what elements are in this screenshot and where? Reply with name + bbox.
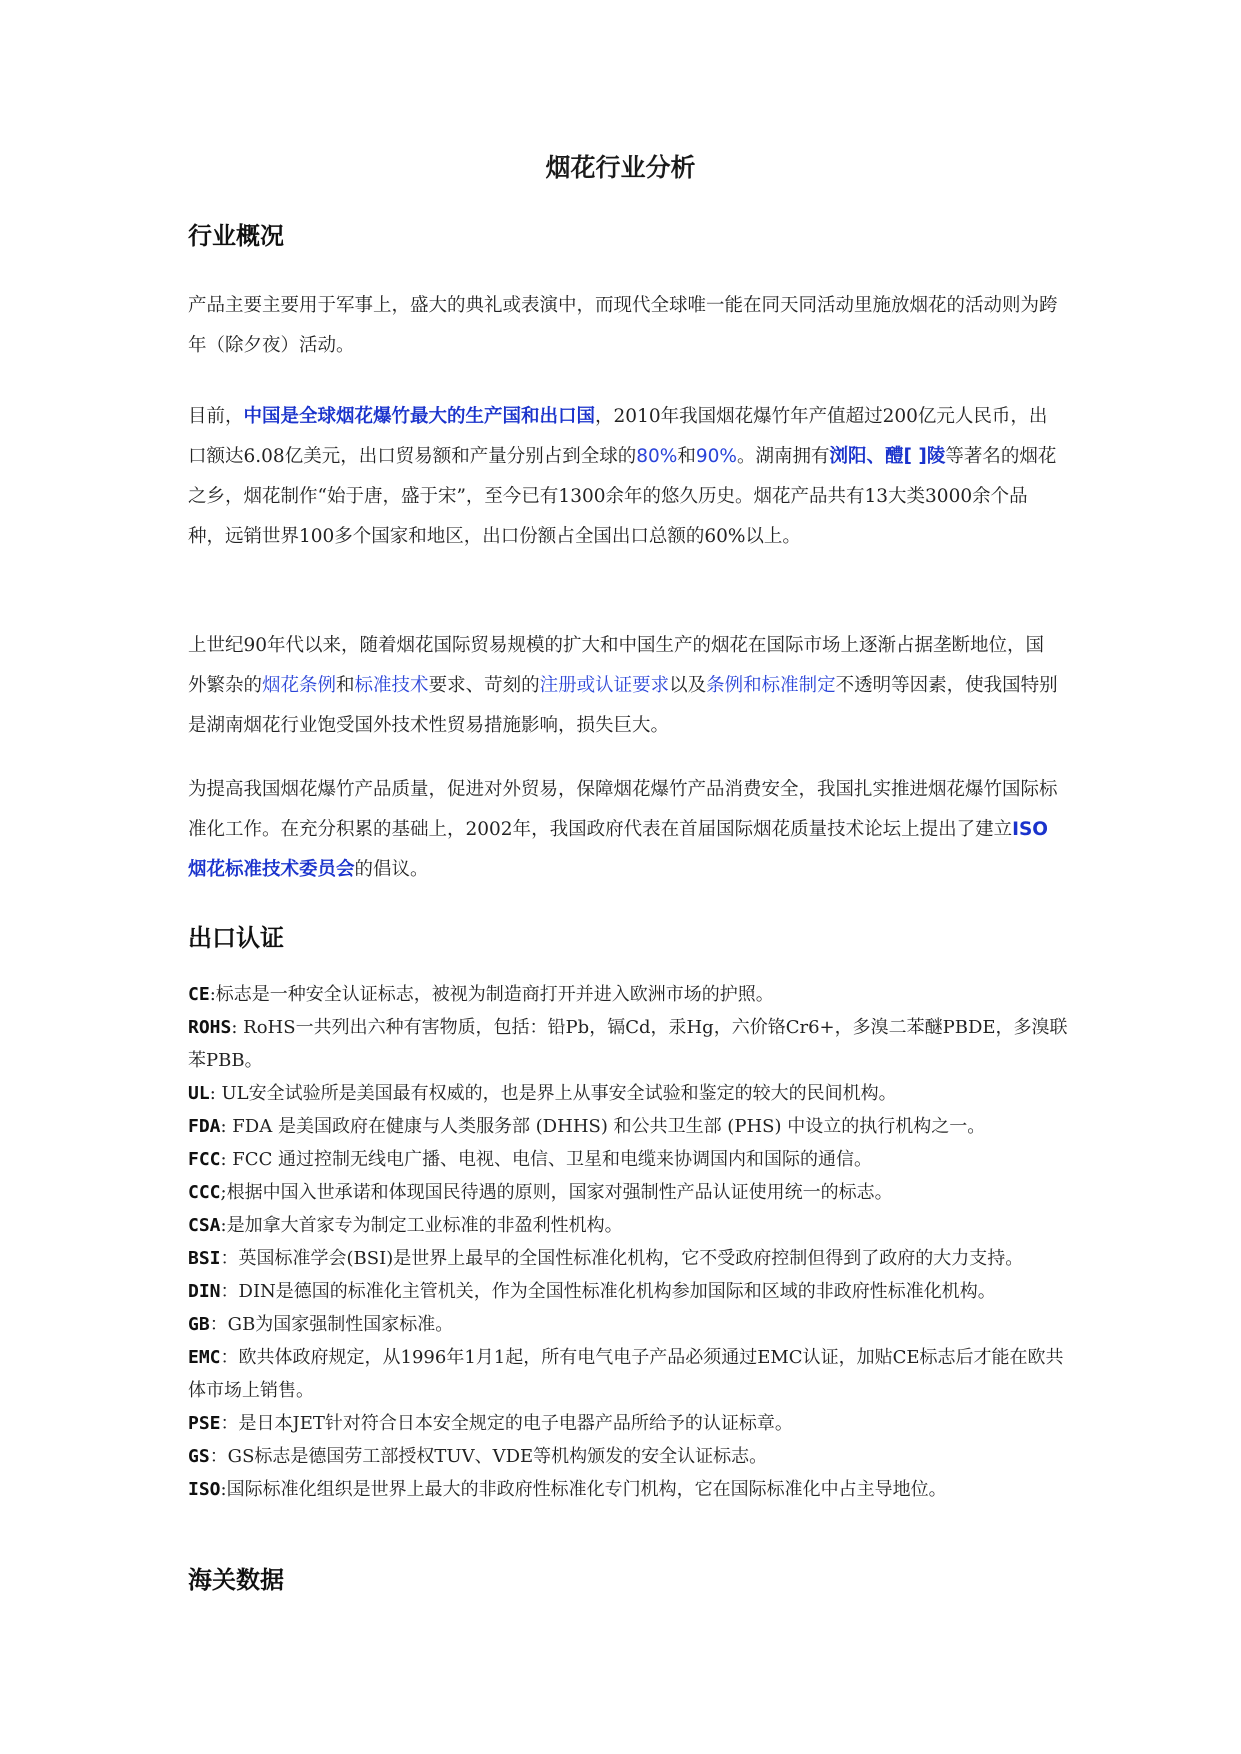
paragraph-standardization <box>188 770 1058 890</box>
paragraph-trade-barriers <box>188 626 1058 746</box>
cert-key: ISO <box>188 1479 221 1500</box>
cert-key: CE <box>188 984 210 1005</box>
cert-item-ccc <box>188 1176 1068 1209</box>
text-run: ，2010年我国烟花爆竹年产值超过200亿元人民币，出口额达6.08亿美元，出口贸易额和产量分别占到全球的 <box>188 406 1048 467</box>
cert-key: FCC <box>188 1149 221 1170</box>
highlight-link-liuyang-liling[interactable]: 浏阳、醴[ ]陵 <box>829 446 946 467</box>
cert-desc: ;根据中国入世承诺和体现国民待遇的原则，国家对强制性产品认证使用统一的标志。 <box>220 1182 893 1203</box>
cert-item-rohs <box>188 1011 1068 1077</box>
text-run: 为提高我国烟花爆竹产品质量，促进对外贸易，保障烟花爆竹产品消费安全，我国扎实推进烟花爆竹国际标准化工作。在充分积累的基础上，2002年，我国政府代表在首届国际烟花质量技术论坛上提出了建立 <box>188 779 1058 840</box>
cert-item-ul <box>188 1077 1068 1110</box>
section-heading-customs: 海关数据 <box>188 1566 284 1594</box>
cert-item-fda <box>188 1110 1068 1143</box>
cert-key: DIN <box>188 1281 221 1302</box>
cert-key: EMC <box>188 1347 221 1368</box>
cert-item-din <box>188 1275 1068 1308</box>
cert-item-csa <box>188 1209 1068 1242</box>
highlight-link-china-largest[interactable]: 中国是全球烟花爆竹最大的生产国和出口国 <box>243 406 596 427</box>
highlight-link-90pct[interactable]: 90% <box>695 446 737 467</box>
cert-desc: :标志是一种安全认证标志，被视为制造商打开并进入欧洲市场的护照。 <box>209 984 774 1005</box>
cert-item-iso <box>188 1473 1068 1506</box>
cert-key: GS <box>188 1446 210 1467</box>
cert-key: BSI <box>188 1248 221 1269</box>
section-heading-export-cert: 出口认证 <box>188 924 284 952</box>
text-run: 等著名的烟花之乡，烟花制作“始于唐，盛于宋”，至今已有1300余年的悠久历史。烟花产品共有13大类3000余个品种，远销世界100多个国家和地区，出口份额占全国出口总额的60%以上。 <box>188 446 1057 547</box>
link-standard-technology[interactable]: 标准技术 <box>354 675 429 696</box>
cert-desc: ：欧共体政府规定，从1996年1月1起，所有电气电子产品必须通过EMC认证，加贴CE标志后才能在欧共体市场上销售。 <box>188 1347 1064 1401</box>
cert-item-gb <box>188 1308 1068 1341</box>
paragraph-china-production <box>188 397 1058 557</box>
text-run: 要求、苛刻的 <box>428 675 540 696</box>
cert-desc: :是加拿大首家专为制定工业标准的非盈利性机构。 <box>220 1215 623 1236</box>
text-run: 上世纪90年代以来，随着烟花国际贸易规模的扩大和中国生产的烟花在国际市场上逐渐占据垄断地位，国外繁杂的 <box>188 635 1045 696</box>
cert-desc: : FCC 通过控制无线电广播、电视、电信、卫星和电缆来协调国内和国际的通信。 <box>220 1149 873 1170</box>
cert-desc: : FDA 是美国政府在健康与人类服务部 (DHHS) 和公共卫生部 (PHS) 中设立的执行机构之一。 <box>220 1116 986 1137</box>
text-run: 的倡议。 <box>354 859 429 880</box>
cert-item-fcc <box>188 1143 1068 1176</box>
cert-item-gs <box>188 1440 1068 1473</box>
cert-desc: ：DIN是德国的标准化主管机关，作为全国性标准化机构参加国际和区域的非政府性标准化机构。 <box>220 1281 996 1302</box>
cert-key: UL <box>188 1083 210 1104</box>
cert-key: PSE <box>188 1413 221 1434</box>
cert-desc: : RoHS一共列出六种有害物质，包括：铅Pb，镉Cd，汞Hg，六价铬Cr6+，多溴二苯醚PBDE，多溴联苯PBB。 <box>188 1017 1068 1071</box>
certification-list <box>188 978 1068 1506</box>
cert-key: FDA <box>188 1116 221 1137</box>
cert-key: CCC <box>188 1182 221 1203</box>
highlight-link-80pct[interactable]: 80% <box>636 446 678 467</box>
link-regulation-standard-setting[interactable]: 条例和标准制定 <box>706 675 836 696</box>
link-fireworks-regulations[interactable]: 烟花条例 <box>262 675 337 696</box>
cert-item-ce <box>188 978 1068 1011</box>
text-run: 和 <box>677 446 696 467</box>
cert-desc: :国际标准化组织是世界上最大的非政府性标准化专门机构，它在国际标准化中占主导地位。 <box>220 1479 947 1500</box>
cert-desc: ：英国标准学会(BSI)是世界上最早的全国性标准化机构，它不受政府控制但得到了政府的大力支持。 <box>220 1248 1024 1269</box>
text-run: 不透明等因素，使我国特别是湖南烟花行业饱受国外技术性贸易措施影响，损失巨大。 <box>188 675 1058 736</box>
link-registration-certification[interactable]: 注册或认证要求 <box>539 675 670 696</box>
document-title: 烟花行业分析 <box>545 153 696 182</box>
paragraph-intro: 产品主要主要用于军事上，盛大的典礼或表演中，而现代全球唯一能在同天同活动里施放烟花的活动则为跨年（除夕夜）活动。 <box>188 295 1058 356</box>
text-run: 和 <box>336 675 355 696</box>
cert-item-bsi <box>188 1242 1068 1275</box>
link-iso-committee[interactable]: ISO烟花标准技术委员会 <box>188 819 1049 880</box>
cert-desc: ：GB为国家强制性国家标准。 <box>209 1314 454 1335</box>
cert-key: CSA <box>188 1215 221 1236</box>
section-heading-overview: 行业概况 <box>188 222 284 250</box>
cert-key: ROHS <box>188 1017 232 1038</box>
cert-item-emc <box>188 1341 1068 1407</box>
cert-desc: ：GS标志是德国劳工部授权TUV、VDE等机构颁发的安全认证标志。 <box>209 1446 768 1467</box>
cert-key: GB <box>188 1314 210 1335</box>
cert-item-pse <box>188 1407 1068 1440</box>
text-run: 目前， <box>188 406 244 427</box>
text-run: 。湖南拥有 <box>736 446 830 467</box>
cert-desc: ：是日本JET针对符合日本安全规定的电子电器产品所给予的认证标章。 <box>220 1413 793 1434</box>
cert-desc: : UL安全试验所是美国最有权威的，也是界上从事安全试验和鉴定的较大的民间机构。 <box>209 1083 897 1104</box>
text-run: 以及 <box>669 675 707 696</box>
